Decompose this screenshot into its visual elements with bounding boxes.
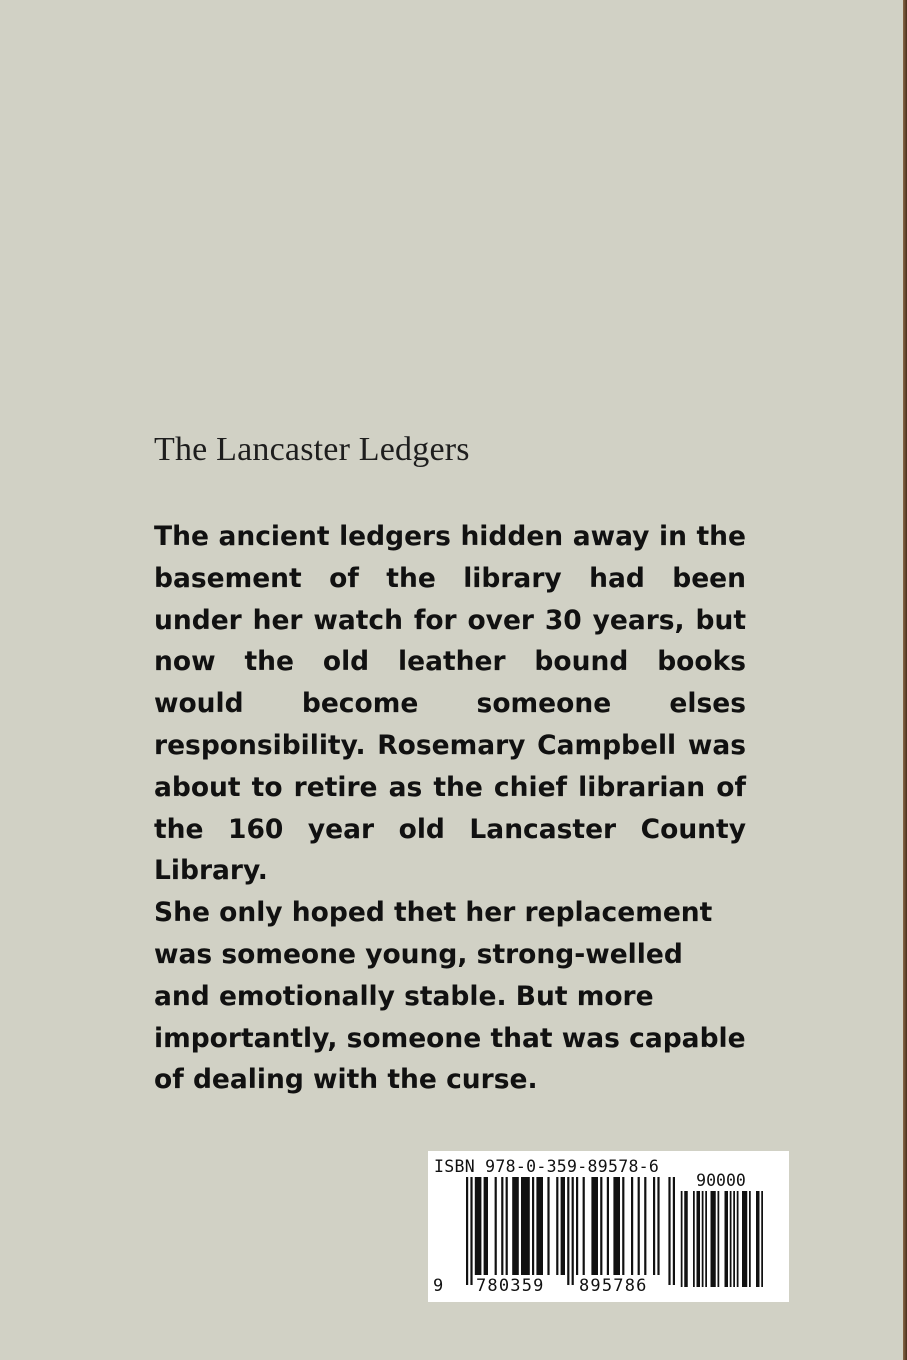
ean-left-group: 780359 <box>476 1276 545 1296</box>
barcode-bar <box>718 1191 720 1287</box>
ean-right-group: 895786 <box>579 1276 648 1296</box>
barcode-bar <box>725 1191 729 1287</box>
barcode-bar <box>761 1191 763 1287</box>
barcode-bar <box>657 1177 659 1275</box>
barcode-bar <box>653 1177 655 1275</box>
barcode-bar <box>495 1177 497 1275</box>
barcode-bar <box>466 1177 468 1285</box>
barcode-bar <box>711 1191 716 1287</box>
blurb-paragraph-2: She only hoped thet her replacement was someone young, strong-welled and emotionally stable. But more importantly, someone that was capable of dealing with the curse. <box>154 897 746 1096</box>
barcode-bar <box>521 1177 530 1275</box>
barcode-bar <box>733 1191 735 1287</box>
barcode-bar <box>506 1177 508 1275</box>
barcode-bar <box>613 1177 620 1275</box>
barcode-bar <box>730 1191 732 1287</box>
spine-edge <box>903 0 907 1360</box>
barcode-bar <box>470 1177 472 1285</box>
barcode-bar <box>622 1177 624 1275</box>
barcode-bar <box>697 1191 701 1287</box>
barcode-bar <box>742 1191 747 1287</box>
barcode-bar <box>576 1177 578 1275</box>
barcode-bar <box>512 1177 519 1275</box>
barcode-bar <box>567 1177 569 1285</box>
isbn-label: ISBN 978-0-359-89578-6 <box>434 1157 660 1176</box>
barcode-bar <box>681 1191 683 1287</box>
barcode-bar <box>644 1177 646 1275</box>
barcode-bar <box>673 1177 675 1285</box>
barcode-bar <box>693 1191 695 1287</box>
isbn-barcode <box>428 1151 789 1302</box>
price-code: 90000 <box>696 1171 746 1190</box>
barcode-bar <box>600 1177 602 1275</box>
barcode-bar <box>631 1177 633 1275</box>
barcode-bar <box>737 1191 739 1287</box>
barcode-bar <box>684 1191 688 1287</box>
barcode-bar <box>638 1177 640 1275</box>
ean13-bars <box>466 1177 676 1287</box>
book-blurb <box>154 516 746 1101</box>
barcode-bar <box>572 1177 574 1285</box>
barcode-bar <box>484 1177 488 1275</box>
book-title: The Lancaster Ledgers <box>154 431 470 468</box>
barcode-bar <box>583 1177 585 1275</box>
barcode-bar <box>705 1191 707 1287</box>
barcode-bar <box>591 1177 598 1275</box>
barcode-bar <box>556 1177 558 1275</box>
barcode-bar <box>532 1177 534 1275</box>
barcode-bar <box>536 1177 543 1275</box>
ean-first-digit: 9 <box>433 1276 444 1296</box>
barcode-bar <box>756 1191 760 1287</box>
barcode-bar <box>668 1177 670 1285</box>
blurb-paragraph-1: The ancient ledgers hidden away in the basement of the library had been under her watch for over 30 years, but now the old leather bound books would become someone elses responsibility. Rosemary Campbell was about to retire as the chief librarian of the 160 year old Lancaster County Library. <box>154 521 746 887</box>
barcode-bar <box>561 1177 565 1275</box>
barcode-bar <box>501 1177 503 1275</box>
barcode-bar <box>475 1177 482 1275</box>
barcode-bar <box>547 1177 549 1275</box>
barcode-bar <box>607 1177 609 1275</box>
barcode-bar <box>749 1191 751 1287</box>
ean5-addon-bars <box>679 1191 763 1291</box>
barcode-bar <box>702 1191 704 1287</box>
